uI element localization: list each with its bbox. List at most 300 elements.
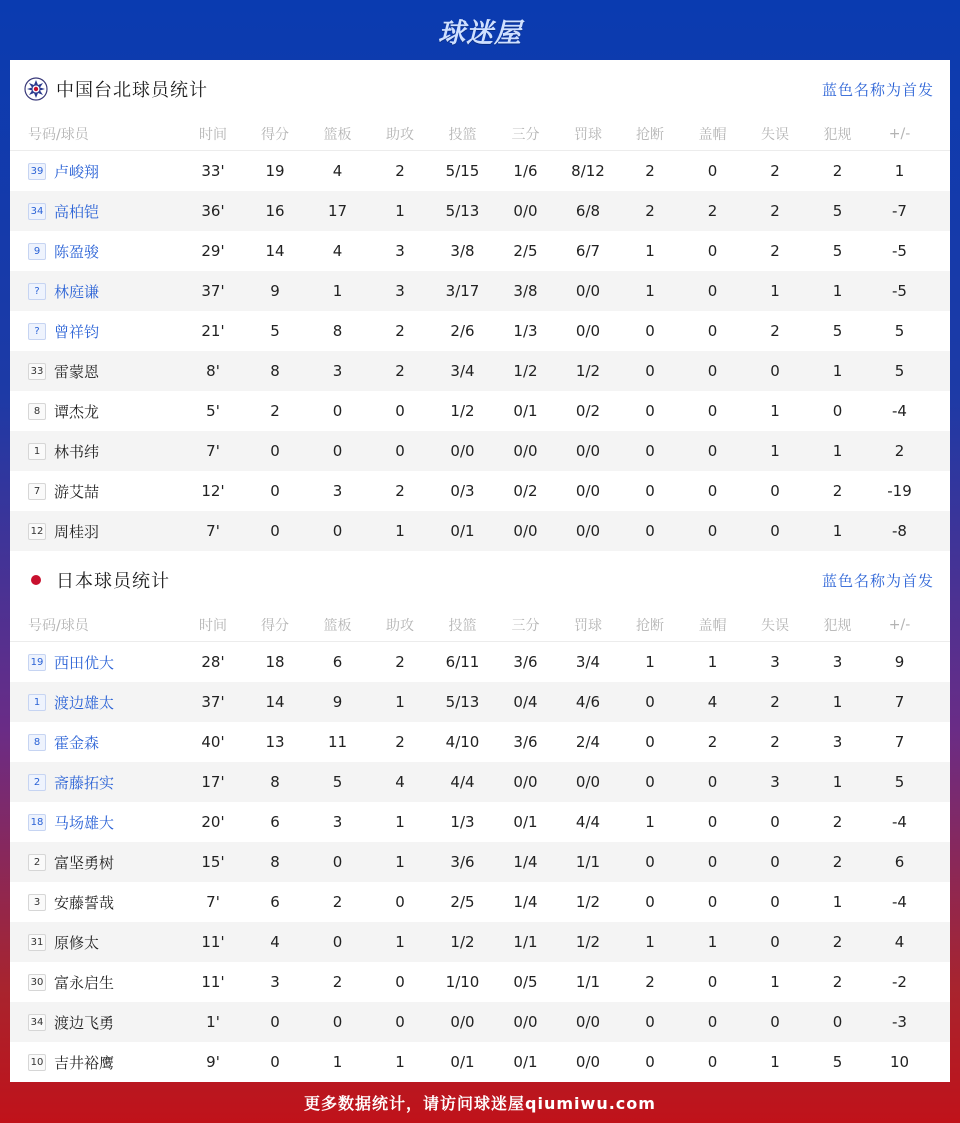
jersey-number-badge: 31 [28,934,46,951]
stat-field-goals: 4/10 [445,733,480,751]
player-rows [10,151,950,551]
col-header-rebounds: 篮板 [323,618,352,634]
stat-fouls: 2 [832,813,843,831]
app-header [0,0,960,60]
stat-minutes: 7' [206,442,220,460]
stat-field-goals: 1/2 [450,933,475,951]
stat-minutes: 37' [201,282,225,300]
player-name-link[interactable]: 林庭谦 [54,282,100,301]
stat-steals: 0 [645,733,655,751]
stat-minutes: 20' [201,813,225,831]
player-name-link[interactable]: 原修太 [54,933,100,952]
stat-points: 13 [265,733,285,751]
stat-fouls: 1 [832,362,843,380]
col-header-assists: 助攻 [386,127,414,143]
stat-turnovers: 0 [770,522,780,540]
stat-fouls: 3 [832,733,843,751]
jersey-number-badge: ? [28,323,46,340]
stat-fouls: 3 [832,653,843,671]
stat-turnovers: 0 [770,1013,780,1031]
stat-rebounds: 4 [332,162,343,180]
stat-plus-minus: 5 [894,322,905,340]
stat-plus-minus: 1 [894,162,905,180]
stat-steals: 0 [645,893,655,911]
stat-minutes: 12' [201,482,225,500]
stat-turnovers: 2 [770,693,780,711]
stat-steals: 2 [645,973,655,991]
stat-rebounds: 0 [332,1013,343,1031]
stat-minutes: 40' [201,733,225,751]
stat-steals: 0 [645,402,655,420]
stat-assists: 0 [395,402,405,420]
stat-free-throws: 8/12 [571,162,605,180]
stat-minutes: 11' [201,933,225,951]
stat-rebounds: 0 [332,402,343,420]
stat-assists: 1 [395,813,405,831]
col-header-free-throws: 罚球 [574,127,602,143]
stat-rebounds: 6 [332,653,343,671]
table-row [10,511,950,551]
table-row [10,922,950,962]
stat-plus-minus: -2 [892,973,907,991]
stat-fouls: 1 [832,522,843,540]
jersey-number-badge: 8 [28,403,46,420]
stat-minutes: 5' [206,402,220,420]
stat-blocks: 0 [707,482,718,500]
col-header-three-pointers: 三分 [511,618,540,634]
stat-assists: 1 [395,693,405,711]
player-cell [10,852,182,873]
stat-field-goals: 6/11 [445,653,480,671]
stat-rebounds: 3 [332,482,343,500]
stat-points: 16 [265,202,285,220]
stat-three-pointers: 0/0 [513,522,538,540]
stat-points: 6 [270,813,280,831]
player-cell [10,812,182,833]
stat-free-throws: 0/0 [575,773,601,791]
stat-plus-minus: 5 [894,773,905,791]
stat-free-throws: 0/0 [575,322,601,340]
stats-card [10,60,950,1082]
stat-fouls: 1 [832,773,843,791]
col-header-fouls: 犯规 [823,127,852,143]
player-name-link[interactable]: 高柏铠 [54,202,100,221]
stat-rebounds: 1 [332,1053,343,1071]
stat-field-goals: 2/6 [450,322,475,340]
stat-fouls: 2 [832,933,843,951]
stat-fouls: 1 [832,693,843,711]
stat-minutes: 7' [206,522,220,540]
player-cell [10,1012,182,1033]
stat-points: 0 [270,1053,280,1071]
stat-steals: 1 [645,242,655,260]
stat-fouls: 1 [832,893,843,911]
stat-turnovers: 2 [770,322,780,340]
column-header-row [10,609,950,642]
stat-points: 6 [270,893,280,911]
stat-blocks: 0 [707,242,718,260]
player-name-link[interactable]: 渡边飞勇 [54,1013,115,1032]
stat-assists: 4 [395,773,405,791]
table-row [10,802,950,842]
stat-free-throws: 6/7 [575,242,601,260]
stat-fouls: 5 [832,1053,843,1071]
stat-blocks: 0 [707,322,718,340]
stat-steals: 0 [645,693,655,711]
stat-three-pointers: 0/4 [513,693,538,711]
stat-points: 8 [270,773,280,791]
stat-plus-minus: -5 [892,282,907,300]
stat-field-goals: 2/5 [450,893,475,911]
footer-banner[interactable] [0,1082,960,1123]
player-cell [10,692,182,713]
stat-blocks: 0 [707,162,718,180]
stat-blocks: 0 [707,973,718,991]
table-row [10,191,950,231]
col-header-player: 号码/球员 [28,127,89,143]
stat-field-goals: 3/17 [445,282,480,300]
stat-blocks: 1 [707,933,718,951]
jersey-number-badge: 9 [28,243,46,260]
stat-turnovers: 0 [770,893,780,911]
stat-turnovers: 0 [770,362,780,380]
player-cell [10,361,182,382]
col-header-assists: 助攻 [386,618,414,634]
player-cell [10,201,182,222]
stat-minutes: 17' [201,773,225,791]
stat-blocks: 0 [707,522,718,540]
stat-steals: 2 [645,202,655,220]
stat-three-pointers: 3/6 [513,653,538,671]
stat-field-goals: 0/3 [450,482,475,500]
table-row [10,311,950,351]
stat-rebounds: 2 [332,973,343,991]
stat-blocks: 0 [707,282,718,300]
stat-rebounds: 1 [332,282,343,300]
jersey-number-badge: 18 [28,814,46,831]
stat-steals: 1 [645,653,655,671]
stat-field-goals: 3/6 [450,853,475,871]
jersey-number-badge: 34 [28,1014,46,1031]
stat-three-pointers: 0/0 [513,1013,538,1031]
stat-fouls: 2 [832,482,843,500]
player-name-link[interactable]: 雷蒙恩 [54,362,100,381]
stat-turnovers: 1 [770,973,780,991]
stat-minutes: 33' [201,162,225,180]
stat-minutes: 21' [201,322,225,340]
footer-link-text[interactable]: 更多数据统计，请访问球迷屋qiumiwu.com [304,1094,656,1113]
stat-assists: 1 [395,933,405,951]
stat-blocks: 0 [707,362,718,380]
stat-blocks: 0 [707,402,718,420]
player-cell [10,652,182,673]
stat-rebounds: 11 [327,733,348,751]
stat-turnovers: 1 [770,402,780,420]
col-header-points: 得分 [261,127,289,143]
stat-assists: 2 [395,653,405,671]
stat-plus-minus: 6 [894,853,905,871]
player-name-link[interactable]: 富永启生 [54,973,115,992]
stat-free-throws: 1/2 [575,893,601,911]
stat-minutes: 37' [201,693,225,711]
stat-steals: 0 [645,853,655,871]
stat-blocks: 0 [707,853,718,871]
table-row [10,471,950,511]
stat-plus-minus: -4 [892,893,907,911]
stat-turnovers: 0 [770,933,780,951]
jersey-number-badge: 12 [28,523,46,540]
stat-minutes: 7' [206,893,220,911]
stat-turnovers: 3 [770,773,780,791]
stat-points: 9 [270,282,280,300]
stat-points: 14 [265,693,285,711]
stat-three-pointers: 3/6 [513,733,538,751]
player-name-link[interactable]: 谭杰龙 [54,402,100,421]
stat-turnovers: 1 [770,282,780,300]
stat-turnovers: 1 [770,442,780,460]
stat-assists: 0 [395,893,405,911]
stat-blocks: 0 [707,1053,718,1071]
stat-blocks: 1 [707,653,718,671]
stat-steals: 1 [645,813,655,831]
jersey-number-badge: ? [28,283,46,300]
stat-blocks: 0 [707,442,718,460]
column-header-row [10,118,950,151]
stat-fouls: 0 [832,402,843,420]
stat-points: 4 [270,933,280,951]
player-name-link[interactable]: 马场雄大 [54,813,115,832]
stat-plus-minus: -8 [892,522,907,540]
stat-minutes: 28' [201,653,225,671]
stat-assists: 1 [395,202,405,220]
col-header-plus-minus: +/- [888,617,911,633]
stat-fouls: 5 [832,242,843,260]
stat-rebounds: 0 [332,442,343,460]
player-name-link[interactable]: 曾祥钧 [54,322,100,341]
player-cell [10,241,182,262]
stat-field-goals: 0/1 [450,1053,475,1071]
stat-steals: 2 [645,162,655,180]
section-header [10,60,950,118]
player-name-link[interactable]: 渡边雄太 [54,693,115,712]
player-name-link[interactable]: 周桂羽 [54,522,100,541]
player-name-link[interactable]: 西田优大 [54,653,115,672]
stat-assists: 2 [395,733,405,751]
stat-plus-minus: 2 [894,442,905,460]
col-header-minutes: 时间 [199,127,227,143]
stat-rebounds: 3 [332,813,343,831]
stat-three-pointers: 0/1 [513,813,538,831]
jersey-number-badge: 39 [28,163,46,180]
stat-steals: 0 [645,442,655,460]
stat-three-pointers: 1/3 [513,322,538,340]
stat-points: 3 [270,973,280,991]
jersey-number-badge: 1 [28,694,46,711]
stat-plus-minus: 5 [894,362,905,380]
col-header-free-throws: 罚球 [574,618,602,634]
team-title-wrap [24,76,208,102]
stat-free-throws: 0/0 [575,442,601,460]
col-header-field-goals: 投篮 [448,127,477,143]
stat-minutes: 8' [206,362,220,380]
stat-plus-minus: -4 [892,813,907,831]
stat-three-pointers: 0/2 [513,482,538,500]
col-header-three-pointers: 三分 [511,127,540,143]
stat-three-pointers: 0/0 [513,442,538,460]
stat-assists: 0 [395,442,405,460]
stat-assists: 3 [395,282,405,300]
stat-minutes: 11' [201,973,225,991]
stat-minutes: 9' [206,1053,220,1071]
stat-fouls: 1 [832,282,843,300]
col-header-turnovers: 失误 [761,127,789,143]
stat-turnovers: 0 [770,813,780,831]
stat-assists: 1 [395,522,405,540]
stat-rebounds: 0 [332,933,343,951]
player-name-link[interactable]: 卢峻翔 [54,162,100,181]
stat-steals: 0 [645,773,655,791]
stat-three-pointers: 0/5 [513,973,538,991]
stat-steals: 1 [645,282,655,300]
stat-fouls: 2 [832,162,843,180]
stat-points: 18 [265,653,285,671]
player-cell [10,732,182,753]
stat-field-goals: 5/13 [445,693,480,711]
stat-field-goals: 0/0 [450,1013,475,1031]
stat-free-throws: 1/2 [575,933,601,951]
stat-points: 19 [265,162,285,180]
player-cell [10,1052,182,1073]
stat-blocks: 0 [707,1013,718,1031]
jersey-number-badge: 30 [28,974,46,991]
stat-assists: 1 [395,853,405,871]
stat-points: 2 [270,402,280,420]
stat-free-throws: 1/2 [575,362,601,380]
player-cell [10,521,182,542]
stat-rebounds: 17 [327,202,348,220]
player-cell [10,972,182,993]
stat-blocks: 0 [707,773,718,791]
player-name-link[interactable]: 安藤誓哉 [54,893,115,912]
stat-turnovers: 2 [770,162,780,180]
stat-steals: 0 [645,322,655,340]
team-title: 中国台北球员统计 [56,80,208,101]
stat-rebounds: 9 [332,693,343,711]
stat-free-throws: 1/1 [575,853,601,871]
stat-turnovers: 1 [770,1053,780,1071]
stat-field-goals: 5/13 [445,202,480,220]
stat-three-pointers: 1/1 [513,933,538,951]
stat-plus-minus: -4 [892,402,907,420]
col-header-steals: 抢断 [636,127,664,143]
player-name-link[interactable]: 吉井裕鹰 [54,1053,115,1072]
japan-flag-dot-icon [24,568,48,592]
table-row [10,231,950,271]
table-row [10,391,950,431]
stat-turnovers: 2 [770,242,780,260]
stat-assists: 0 [395,1013,405,1031]
col-header-minutes: 时间 [199,618,227,634]
stat-minutes: 36' [201,202,225,220]
stat-assists: 0 [395,973,405,991]
stat-assists: 2 [395,322,405,340]
stat-points: 14 [265,242,285,260]
jersey-number-badge: 10 [28,1054,46,1071]
stat-turnovers: 3 [770,653,780,671]
stat-points: 8 [270,853,280,871]
col-header-rebounds: 篮板 [323,127,352,143]
stat-rebounds: 8 [332,322,343,340]
player-name-link[interactable]: 富坚勇树 [54,853,115,872]
jersey-number-badge: 3 [28,894,46,911]
team-title-wrap [24,567,170,593]
stat-plus-minus: -3 [892,1013,907,1031]
stat-minutes: 1' [206,1013,220,1031]
stat-free-throws: 3/4 [575,653,601,671]
stat-points: 5 [270,322,280,340]
stat-rebounds: 0 [332,522,343,540]
player-name-link[interactable]: 陈盈骏 [54,242,100,261]
player-name-link[interactable]: 霍金森 [54,733,100,752]
stat-minutes: 29' [201,242,225,260]
section-header [10,551,950,609]
team-title: 日本球员统计 [56,571,170,592]
player-name-link[interactable]: 游艾喆 [54,482,100,501]
chinese-taipei-emblem-icon [24,77,48,101]
stat-field-goals: 5/15 [445,162,480,180]
table-row [10,842,950,882]
stat-fouls: 2 [832,853,843,871]
table-row [10,962,950,1002]
starter-legend: 蓝色名称为首发 [821,571,934,590]
stat-steals: 1 [645,933,655,951]
player-cell [10,401,182,422]
player-name-link[interactable]: 斋藤拓实 [54,773,115,792]
stat-turnovers: 0 [770,853,780,871]
col-header-blocks: 盖帽 [698,618,727,634]
stat-three-pointers: 0/0 [513,202,538,220]
stat-free-throws: 4/4 [575,813,601,831]
player-cell [10,772,182,793]
stat-free-throws: 0/0 [575,282,601,300]
player-cell [10,932,182,953]
stat-points: 0 [270,482,280,500]
stat-fouls: 0 [832,1013,843,1031]
player-name-link[interactable]: 林书纬 [54,442,100,461]
stat-plus-minus: -19 [887,482,912,500]
stat-free-throws: 0/0 [575,482,601,500]
table-row [10,1002,950,1042]
table-row [10,762,950,802]
stat-steals: 0 [645,1053,655,1071]
player-cell [10,481,182,502]
stat-plus-minus: 10 [889,1053,910,1071]
col-header-blocks: 盖帽 [698,127,727,143]
stat-blocks: 0 [707,813,718,831]
team-section-chinese-taipei [10,60,950,551]
stat-assists: 2 [395,362,405,380]
stat-three-pointers: 0/1 [513,402,538,420]
jersey-number-badge: 34 [28,203,46,220]
player-cell [10,281,182,302]
stat-free-throws: 0/2 [575,402,601,420]
jersey-number-badge: 2 [28,854,46,871]
table-row [10,151,950,191]
stat-fouls: 2 [832,973,843,991]
stat-free-throws: 6/8 [575,202,601,220]
col-header-fouls: 犯规 [823,618,852,634]
table-row [10,271,950,311]
